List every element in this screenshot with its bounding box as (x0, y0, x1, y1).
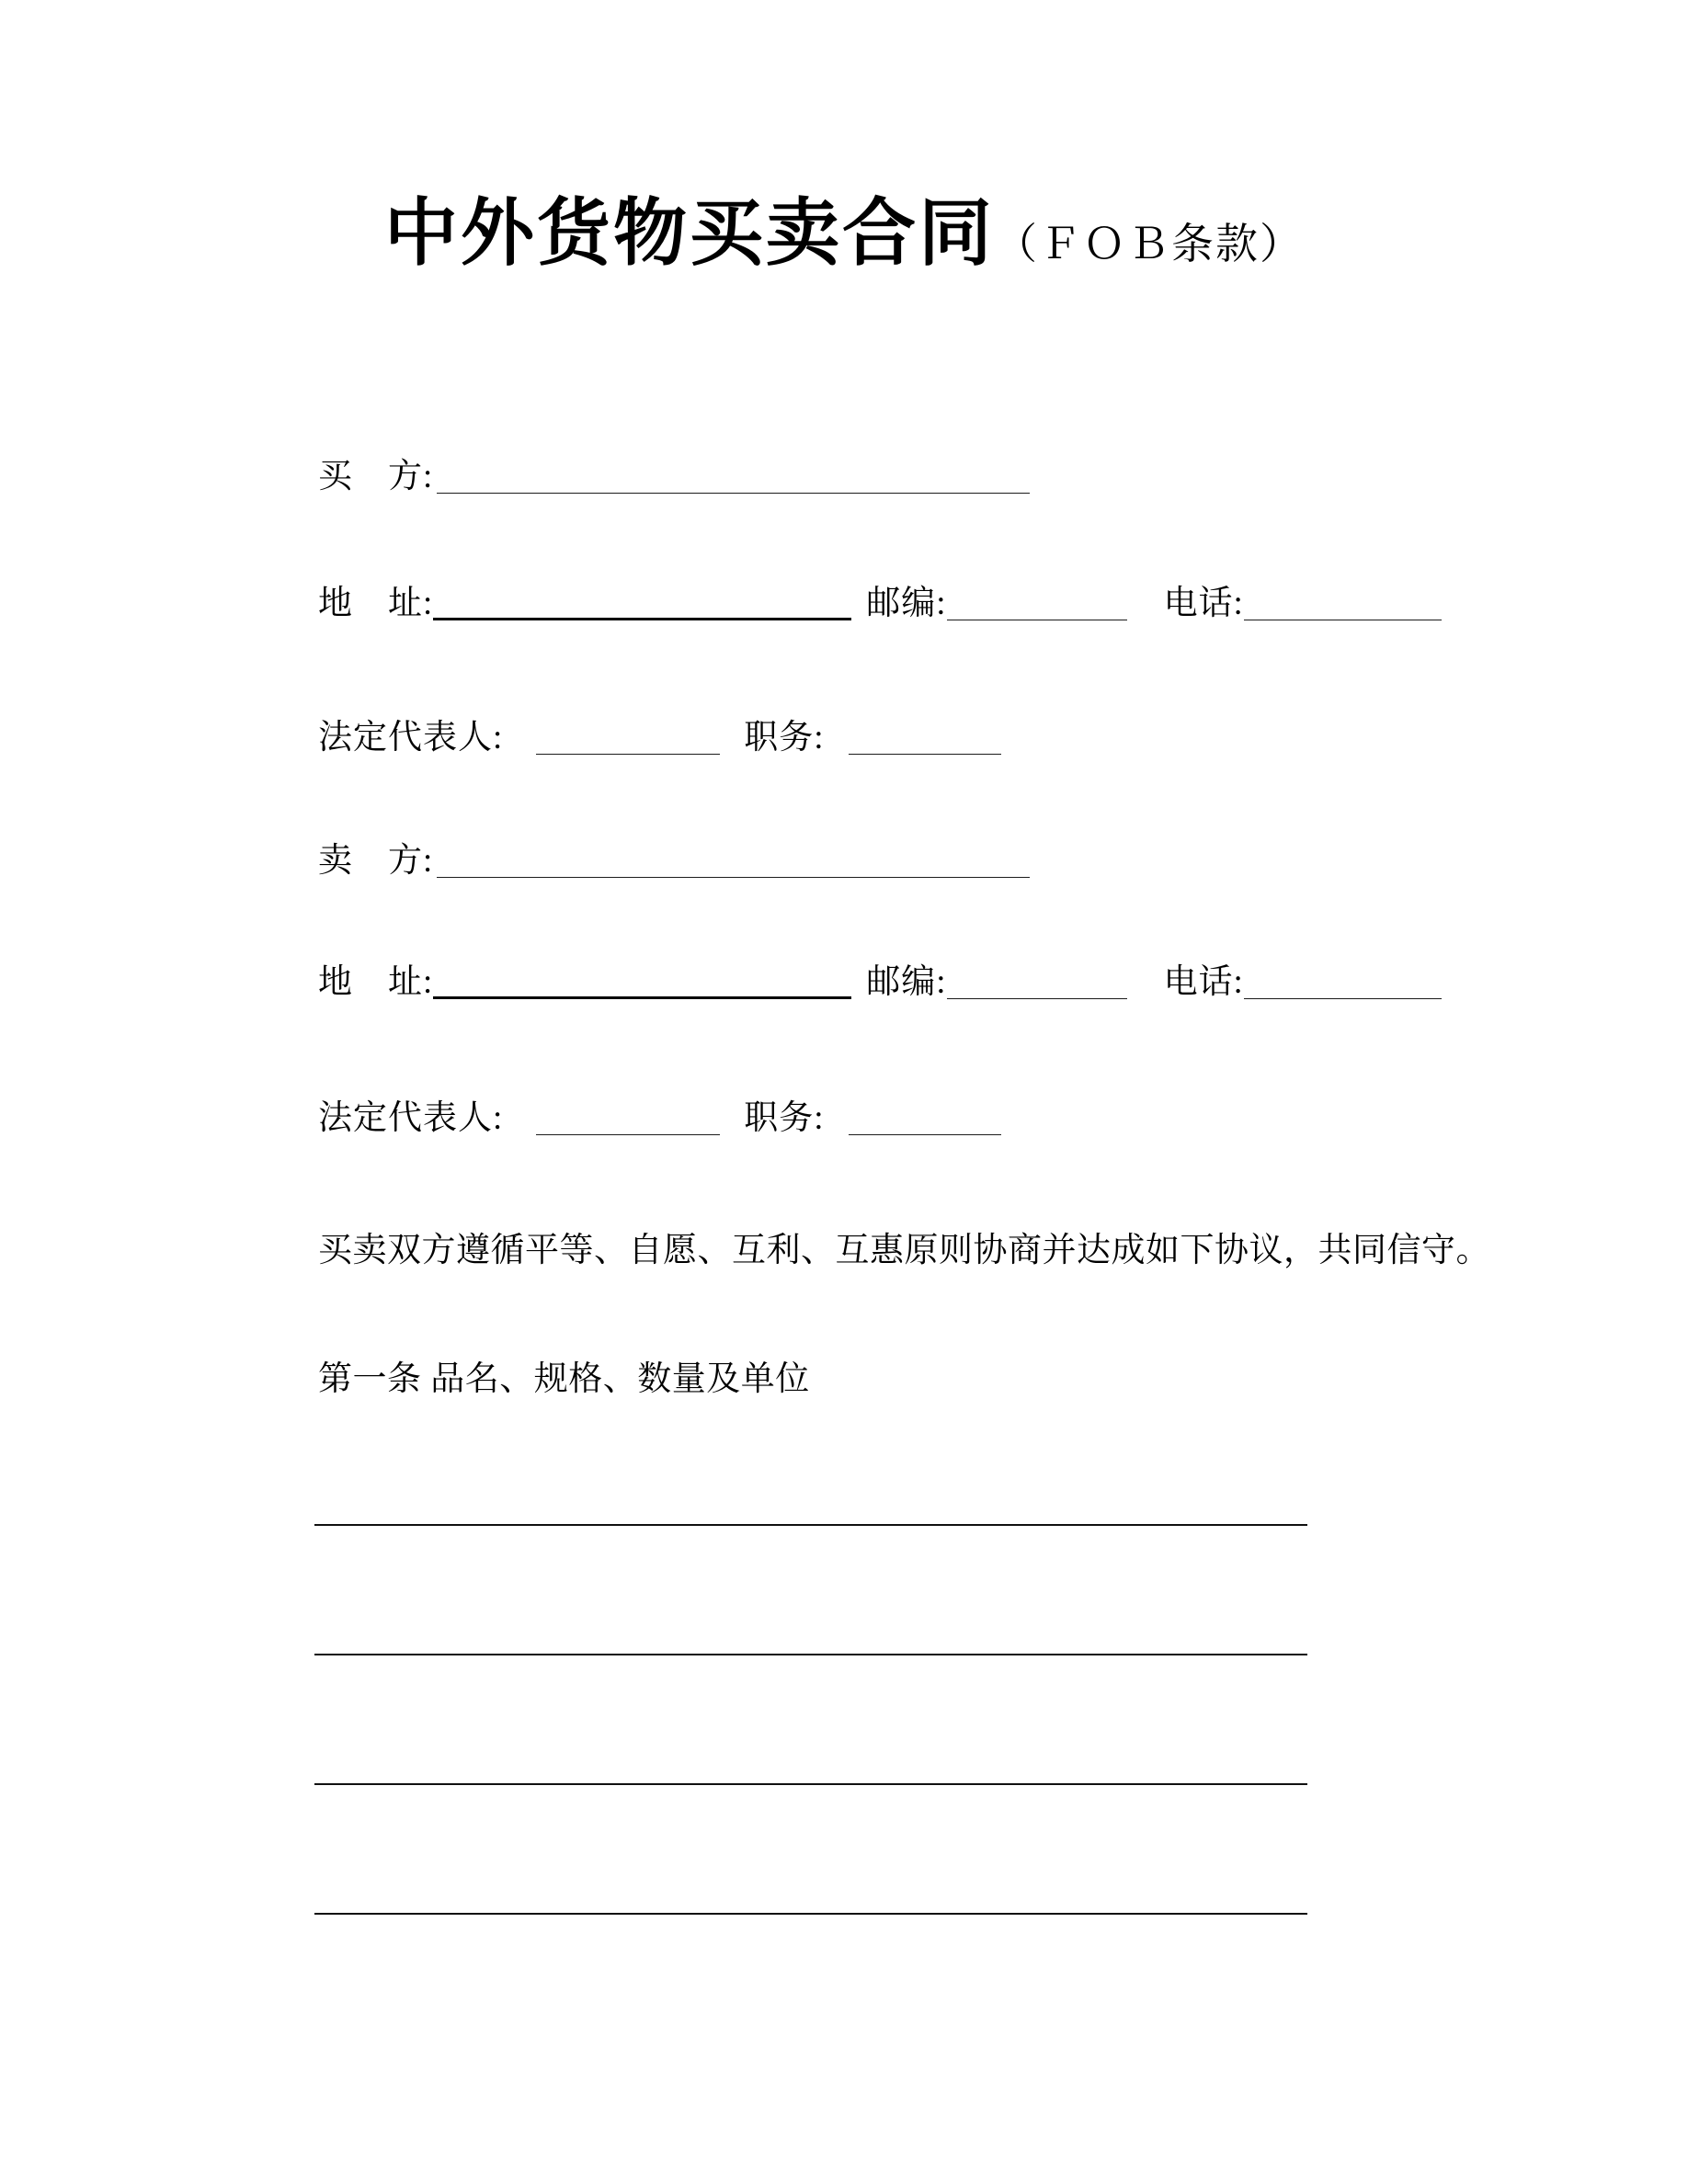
buyer-name-blank[interactable] (437, 483, 1030, 494)
buyer-legal-rep-row (318, 719, 1001, 758)
buyer-phone-label: 电话: (1163, 585, 1244, 622)
buyer-position-blank[interactable] (849, 745, 1001, 755)
clause-blank-line-3[interactable] (314, 1783, 1307, 1785)
buyer-zip-label: 邮编: (866, 585, 947, 622)
seller-name-blank[interactable] (437, 868, 1030, 878)
clause-blank-line-4[interactable] (314, 1913, 1307, 1915)
document-title (0, 193, 1688, 274)
buyer-address-blank[interactable] (433, 609, 851, 620)
clause-one-heading: 第一条 品名、规格、数量及单位 (318, 1360, 810, 1398)
buyer-name-label: 买 方: (318, 458, 434, 495)
buyer-legal-rep-blank[interactable] (536, 745, 720, 755)
preamble-text: 买卖双方遵循平等、自愿、互利、互惠原则协商并达成如下协议，共同信守。 (318, 1232, 1490, 1269)
buyer-position-label: 职务: (744, 719, 825, 756)
seller-phone-label: 电话: (1163, 963, 1244, 1001)
clause-blank-line-2[interactable] (314, 1654, 1307, 1655)
clause-blank-line-1[interactable] (314, 1524, 1307, 1526)
buyer-name-row (318, 458, 1030, 497)
seller-zip-blank[interactable] (947, 989, 1127, 999)
seller-address-row (318, 963, 1442, 1003)
seller-legal-rep-blank[interactable] (536, 1125, 720, 1135)
seller-zip-label: 邮编: (866, 963, 947, 1001)
buyer-address-label: 地 址: (318, 585, 434, 622)
seller-name-label: 卖 方: (318, 842, 434, 880)
seller-position-blank[interactable] (849, 1125, 1001, 1135)
title-suffix-text: （ＦＯＢ条款） (995, 221, 1304, 267)
seller-phone-blank[interactable] (1244, 989, 1442, 999)
title-main-text: 中外货物买卖合同 (384, 192, 995, 274)
seller-legal-rep-label: 法定代表人: (318, 1099, 504, 1137)
buyer-zip-blank[interactable] (947, 610, 1127, 620)
buyer-address-row (318, 585, 1442, 624)
buyer-legal-rep-label: 法定代表人: (318, 719, 504, 756)
seller-address-blank[interactable] (433, 987, 851, 999)
seller-name-row (318, 842, 1030, 882)
seller-legal-rep-row (318, 1099, 1001, 1139)
seller-position-label: 职务: (744, 1099, 825, 1137)
seller-address-label: 地 址: (318, 963, 434, 1001)
buyer-phone-blank[interactable] (1244, 610, 1442, 620)
